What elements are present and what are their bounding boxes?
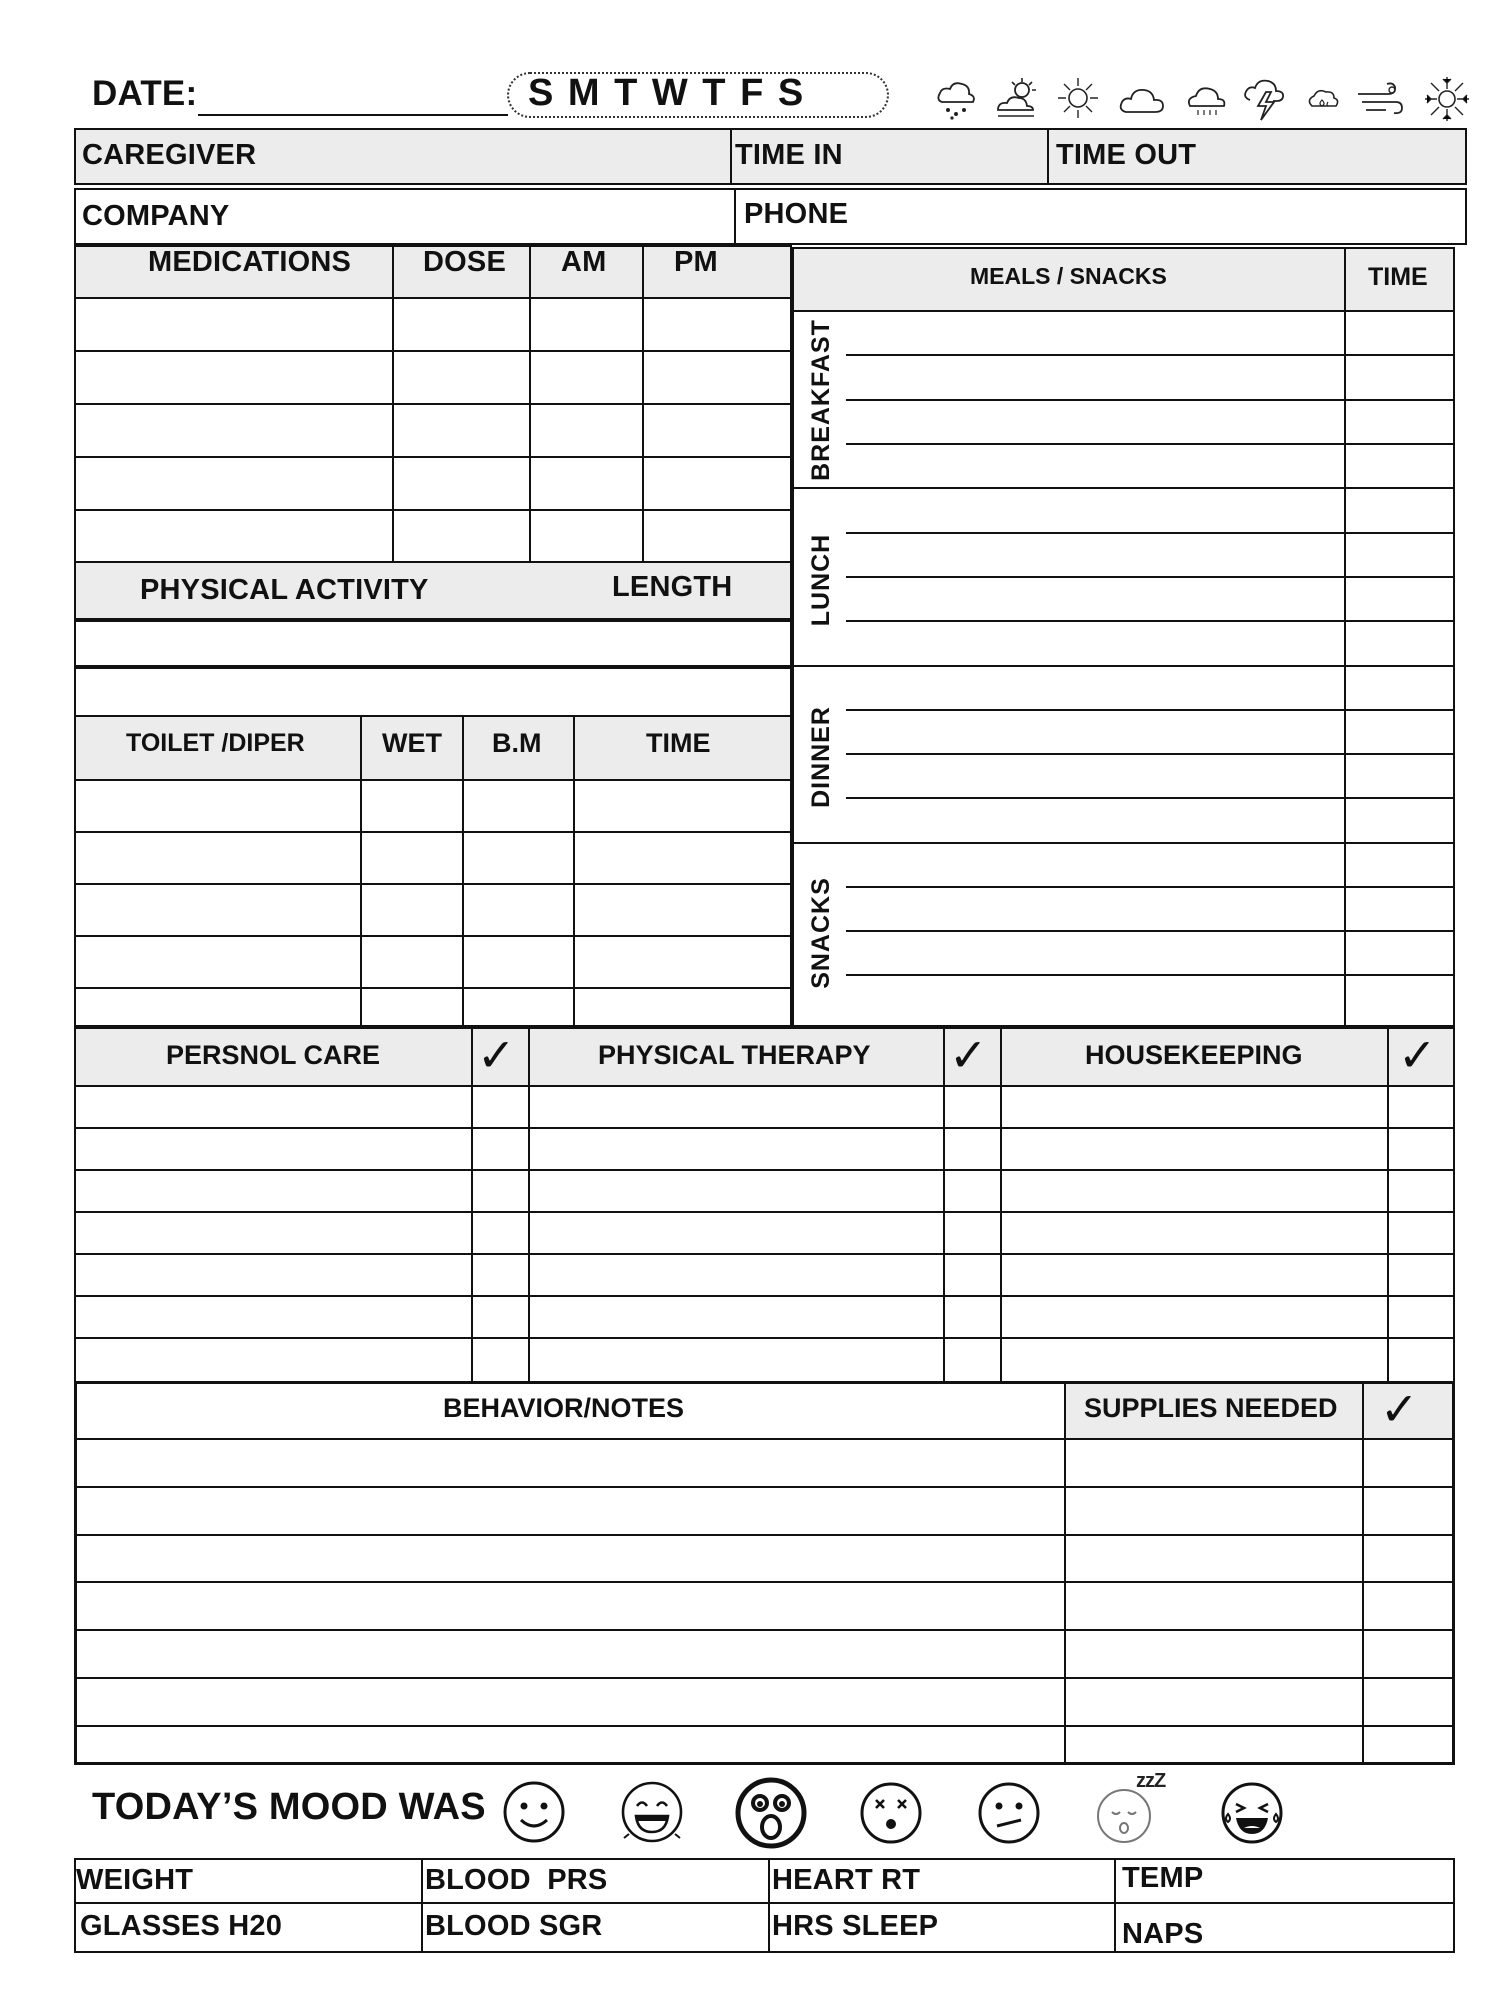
physical-therapy-check-icon: ✓ [949,1028,988,1082]
snow-cloud-icon[interactable] [934,78,978,122]
snacks-label: SNACKS [807,877,835,989]
length-header: LENGTH [612,571,733,603]
snowflake-sun-icon[interactable] [1424,76,1470,122]
company-label: COMPANY [82,200,230,232]
dose-header: DOSE [423,246,506,278]
personal-care-check-icon: ✓ [477,1028,516,1082]
dizzy-face-icon[interactable] [858,1780,924,1846]
housekeeping-check-icon: ✓ [1398,1028,1437,1082]
phone-label: PHONE [744,198,849,230]
temp-label: TEMP [1122,1862,1204,1894]
time-out-label: TIME OUT [1056,139,1197,171]
shocked-face-icon[interactable] [734,1776,808,1850]
caregiver-label: CAREGIVER [82,139,257,171]
meals-table [792,247,1455,1027]
glasses-water-label: GLASSES H20 [80,1910,283,1942]
weight-label: WEIGHT [76,1864,194,1896]
smiling-face-icon[interactable] [502,1780,566,1844]
mood-label: TODAY’S MOOD WAS [92,1786,486,1828]
blood-sugar-label: BLOOD SGR [425,1910,603,1942]
supplies-check-icon: ✓ [1380,1382,1419,1436]
am-header: AM [561,246,607,278]
sun-icon[interactable] [1056,76,1100,120]
sleep-z-text: zzZ [1136,1770,1166,1792]
cloud-icon[interactable] [1118,82,1166,118]
pm-header: PM [674,246,718,278]
supplies-needed-header: SUPPLIES NEEDED [1084,1393,1338,1423]
breakfast-label: BREAKFAST [807,319,835,481]
rain-cloud-icon[interactable] [1184,82,1228,118]
laughing-face-icon[interactable] [1218,1780,1286,1846]
toilet-time-header: TIME [646,728,711,758]
date-input-line[interactable] [198,114,508,116]
medications-header: MEDICATIONS [148,246,352,278]
toilet-header: TOILET /DIPER [126,729,305,757]
personal-care-header: PERSNOL CARE [166,1040,381,1070]
lunch-label: LUNCH [807,533,835,627]
naps-label: NAPS [1122,1918,1204,1950]
date-label: DATE: [92,74,198,113]
heart-rate-label: HEART RT [772,1864,921,1896]
bm-header: B.M [492,728,542,758]
behavior-notes-header: BEHAVIOR/NOTES [443,1393,685,1423]
blood-pressure-label: BLOOD PRS [425,1864,608,1896]
confused-face-icon[interactable] [976,1780,1042,1846]
thunderstorm-icon[interactable] [1242,76,1288,122]
dinner-label: DINNER [807,706,835,808]
time-in-label: TIME IN [735,139,843,171]
housekeeping-header: HOUSEKEEPING [1085,1040,1303,1070]
drizzle-icon[interactable] [1306,86,1342,116]
day-letters: S M T W T F S [528,72,806,114]
physical-therapy-header: PHYSICAL THERAPY [598,1040,871,1070]
meals-time-header: TIME [1368,263,1428,291]
grinning-face-icon[interactable] [618,1780,686,1846]
meals-header: MEALS / SNACKS [970,263,1167,289]
activity-header: PHYSICAL ACTIVITY [140,574,429,606]
wind-icon[interactable] [1356,80,1404,120]
hours-sleep-label: HRS SLEEP [772,1910,939,1942]
sun-behind-cloud-icon[interactable] [994,76,1040,120]
wet-header: WET [382,728,442,758]
